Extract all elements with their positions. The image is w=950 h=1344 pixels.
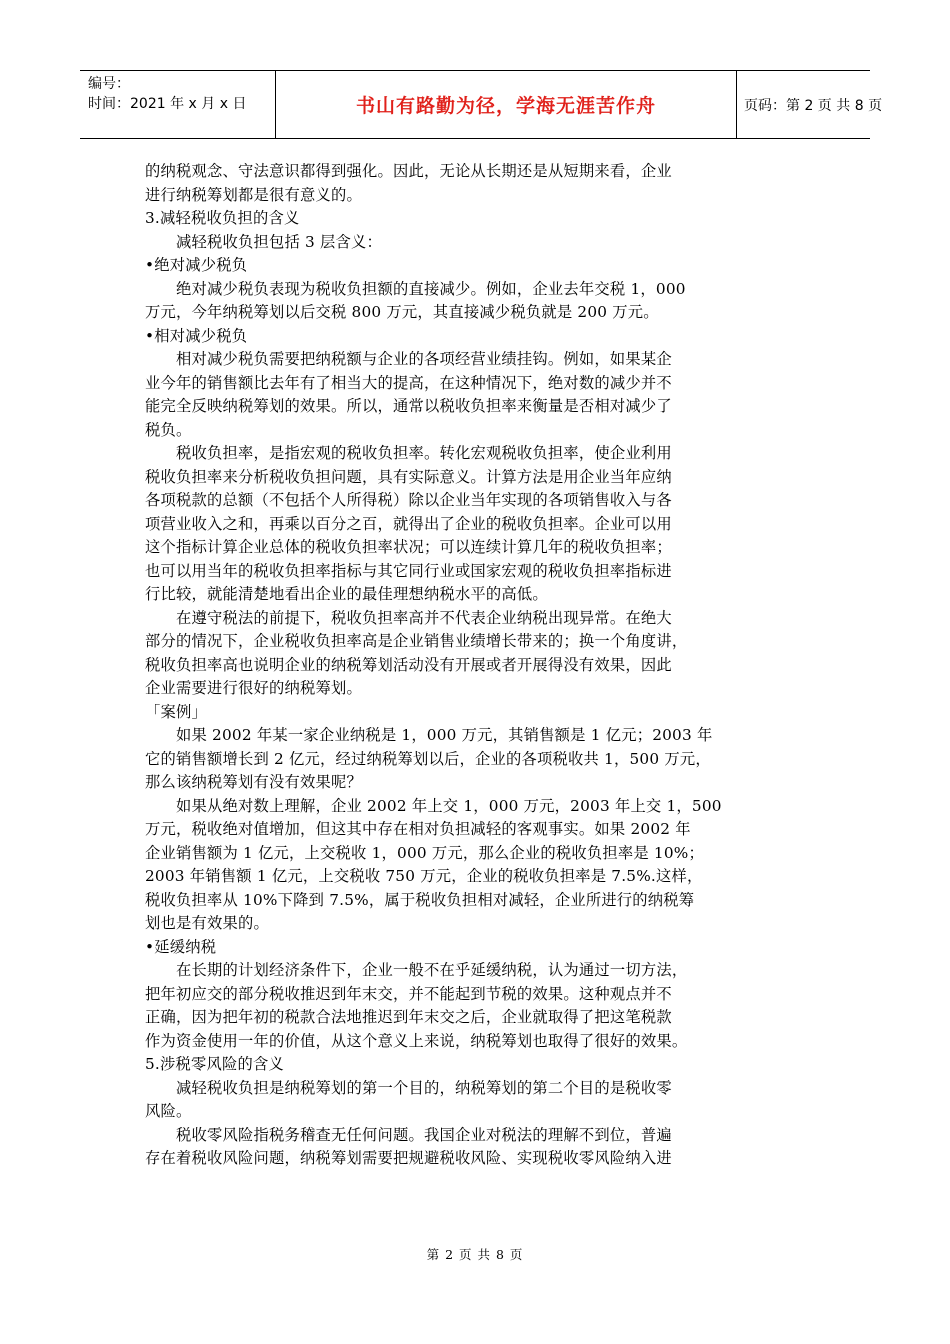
header-motto-cell xyxy=(275,71,737,138)
body-line: 那么该纳税筹划有没有效果呢？ xyxy=(145,773,362,791)
header-meta xyxy=(80,71,275,138)
body-line: 也可以用当年的税收负担率指标与其它同行业或国家宏观的税收负担率指标进 xyxy=(145,561,672,580)
body-line: 企业销售额为 1 亿元，上交税收 1，000 万元，那么企业的税收负担率是 10%； xyxy=(145,843,704,862)
document-body xyxy=(145,160,810,1171)
body-line: 作为资金使用一年的价值，从这个意义上来说，纳税筹划也取得了很好的效果。 xyxy=(145,1031,688,1050)
section-heading: 3.减轻税收负担的含义 xyxy=(145,209,300,227)
header-page-number: 页码：第 2 页 共 8 页 xyxy=(744,97,883,114)
body-line: 划也是有效果的。 xyxy=(145,914,269,932)
bullet-heading: •绝对减少税负 xyxy=(145,256,248,274)
body-line: 正确，因为把年初的税款合法地推迟到年末交之后，企业就取得了把这笔税款 xyxy=(145,1008,672,1026)
body-line: 风险。 xyxy=(145,1102,192,1120)
body-line: 税收零风险指税务稽查无任何问题。我国企业对税法的理解不到位，普遍 xyxy=(176,1125,672,1144)
body-line: 在长期的计划经济条件下，企业一般不在乎延缓纳税，认为通过一切方法， xyxy=(176,961,688,979)
body-line: 万元，税收绝对值增加，但这其中存在相对负担减轻的客观事实。如果 2002 年 xyxy=(145,820,691,838)
body-line: 项营业收入之和，再乘以百分之百，就得出了企业的税收负担率。企业可以用 xyxy=(145,514,672,533)
body-line: 存在着税收风险问题，纳税筹划需要把规避税收风险、实现税收零风险纳入进 xyxy=(145,1149,672,1167)
body-line: 税负。 xyxy=(145,420,192,439)
body-line: 部分的情况下，企业税收负担率高是企业销售业绩增长带来的；换一个角度讲， xyxy=(145,632,688,650)
body-line: 能完全反映纳税筹划的效果。所以，通常以税收负担率来衡量是否相对减少了 xyxy=(145,397,672,415)
page-footer: 第 2 页 共 8 页 xyxy=(426,1247,524,1262)
date-label: 时间：2021 年 x 月 x 日 xyxy=(88,96,247,112)
document-number-label: 编号： xyxy=(88,76,130,92)
body-line: 减轻税收负担包括 3 层含义： xyxy=(176,232,383,251)
page-header xyxy=(80,70,883,139)
header-page-cell xyxy=(736,71,883,138)
body-line: 各项税款的总额（不包括个人所得税）除以企业当年实现的各项销售收入与各 xyxy=(145,491,672,509)
body-line: 行比较，就能清楚地看出企业的最佳理想纳税水平的高低。 xyxy=(145,585,548,603)
bullet-heading: •相对减少税负 xyxy=(145,326,248,345)
body-line: 万元，今年纳税筹划以后交税 800 万元，其直接减少税负就是 200 万元。 xyxy=(145,303,659,321)
body-line: 绝对减少税负表现为税收负担额的直接减少。例如，企业去年交税 1，000 xyxy=(176,279,686,298)
body-line: 把年初应交的部分税收推迟到年末交，并不能起到节税的效果。这种观点并不 xyxy=(145,984,672,1003)
body-line: 减轻税收负担是纳税筹划的第一个目的，纳税筹划的第二个目的是税收零 xyxy=(176,1078,672,1097)
body-line: 税收负担率，是指宏观的税收负担率。转化宏观税收负担率，使企业利用 xyxy=(176,444,672,462)
bullet-heading: •延缓纳税 xyxy=(145,937,217,956)
body-line: 2003 年销售额 1 亿元，上交税收 750 万元，企业的税收负担率是 7.5%.这样， xyxy=(145,867,703,885)
case-heading: 「案例」 xyxy=(145,702,207,721)
body-line: 的纳税观念、守法意识都得到强化。因此，无论从长期还是从短期来看，企业 xyxy=(145,162,672,180)
body-line: 如果 2002 年某一家企业纳税是 1，000 万元，其销售额是 1 亿元；2003 年 xyxy=(176,726,713,744)
body-line: 相对减少税负需要把纳税额与企业的各项经营业绩挂钩。例如，如果某企 xyxy=(176,350,672,368)
body-line: 在遵守税法的前提下，税收负担率高并不代表企业纳税出现异常。在绝大 xyxy=(176,608,672,627)
body-line: 税收负担率从 10%下降到 7.5%，属于税收负担相对减轻，企业所进行的纳税筹 xyxy=(145,890,695,909)
body-line: 业今年的销售额比去年有了相当大的提高，在这种情况下，绝对数的减少并不 xyxy=(145,373,672,392)
body-line: 如果从绝对数上理解，企业 2002 年上交 1，000 万元，2003 年上交 1，500 xyxy=(176,796,722,815)
body-line: 税收负担率高也说明企业的纳税筹划活动没有开展或者开展得没有效果，因此 xyxy=(145,655,672,674)
body-line: 进行纳税筹划都是很有意义的。 xyxy=(145,185,362,204)
body-line: 它的销售额增长到 2 亿元，经过纳税筹划以后，企业的各项税收共 1，500 万元， xyxy=(145,749,711,768)
body-line: 税收负担率来分析税收负担问题，具有实际意义。计算方法是用企业当年应纳 xyxy=(145,467,672,486)
section-heading: 5.涉税零风险的含义 xyxy=(145,1055,284,1073)
body-line: 这个指标计算企业总体的税收负担率状况；可以连续计算几年的税收负担率； xyxy=(145,538,672,556)
header-motto: 书山有路勤为径，学海无涯苦作舟 xyxy=(355,95,656,117)
body-line: 企业需要进行很好的纳税筹划。 xyxy=(145,679,362,697)
